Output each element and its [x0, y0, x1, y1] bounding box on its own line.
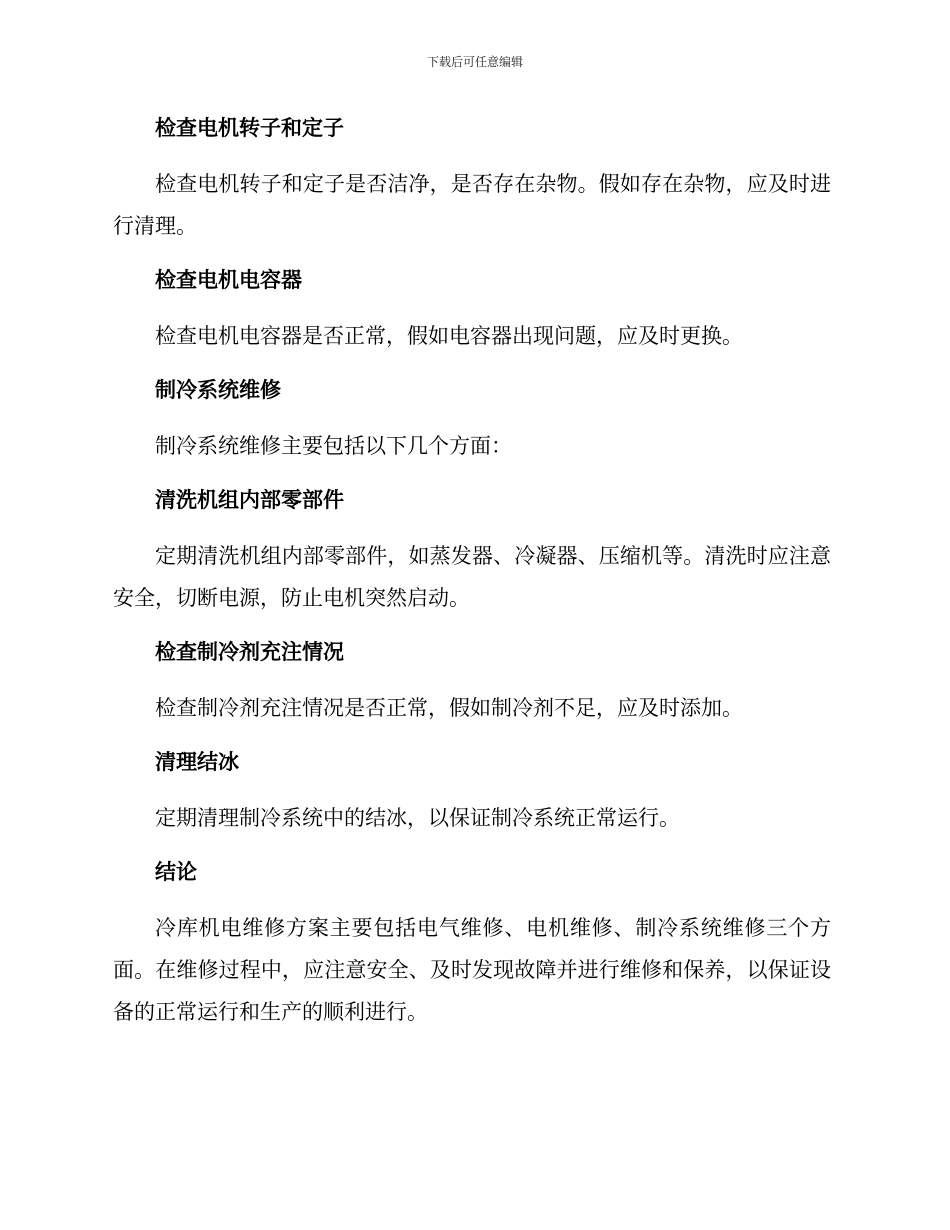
paragraph-conclusion: 冷库机电维修方案主要包括电气维修、电机维修、制冷系统维修三个方面。在维修过程中，应注意安全、及时发现故障并进行维修和保养，以保证设备的正常运行和生产的顺利进行。 [113, 916, 831, 1024]
paragraph-refrigeration-repair: 制冷系统维修主要包括以下几个方面： [155, 434, 512, 458]
section-heading-refrigeration-repair: 制冷系统维修 [155, 378, 281, 402]
section-heading-capacitor: 检查电机电容器 [155, 268, 302, 292]
paragraph-capacitor: 检查电机电容器是否正常，假如电容器出现问题，应及时更换。 [155, 324, 743, 348]
paragraph-refrigerant-charge: 检查制冷剂充注情况是否正常，假如制冷剂不足，应及时添加。 [155, 696, 743, 720]
section-heading-rotor-stator: 检查电机转子和定子 [155, 116, 344, 140]
section-heading-refrigerant-charge: 检查制冷剂充注情况 [155, 640, 344, 664]
paragraph-clear-ice: 定期清理制冷系统中的结冰，以保证制冷系统正常运行。 [155, 806, 680, 830]
section-heading-clear-ice: 清理结冰 [155, 750, 239, 774]
paragraph-clean-components: 定期清洗机组内部零部件，如蒸发器、冷凝器、压缩机等。清洗时应注意安全，切断电源，防止电机突然启动。 [113, 544, 831, 610]
paragraph-rotor-stator: 检查电机转子和定子是否洁净，是否存在杂物。假如存在杂物，应及时进行清理。 [113, 172, 831, 238]
section-heading-clean-components: 清洗机组内部零部件 [155, 488, 344, 512]
page-header: 下载后可任意编辑 [426, 55, 523, 69]
document-body [113, 108, 831, 1046]
section-heading-conclusion: 结论 [155, 860, 197, 884]
